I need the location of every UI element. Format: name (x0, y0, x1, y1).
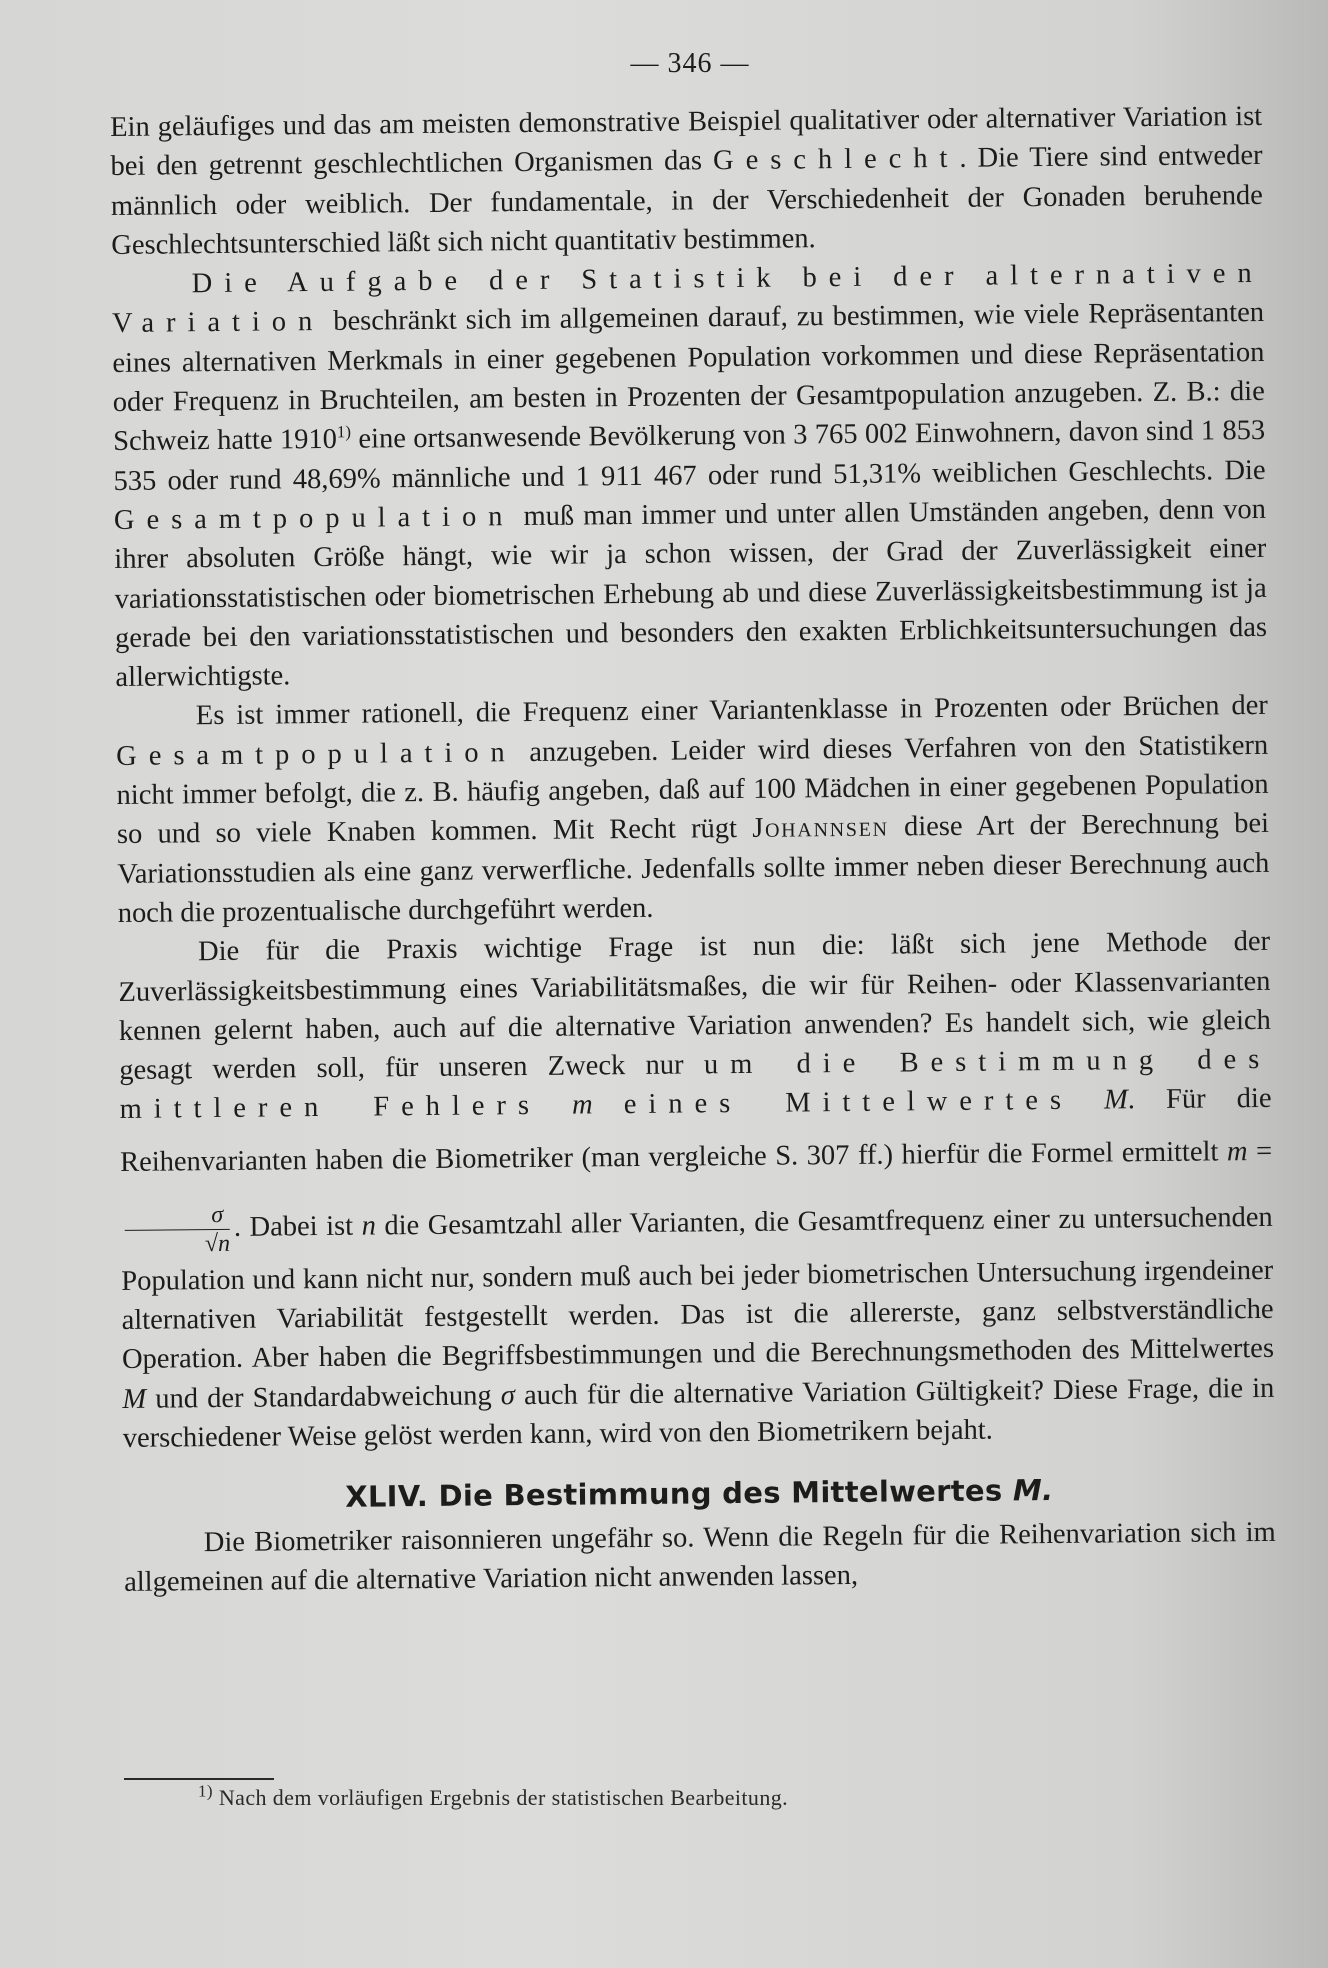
paragraph-4-text-c: . Dabei ist (233, 1210, 362, 1243)
formula-equals: = (1247, 1135, 1273, 1167)
paragraph-1-text-b: . Die Tiere sind entweder männlich oder weiblich. Der fundamentale, in der Verschiedenheit der Gonaden beruhende Geschlechtsunterschied läßt sich nicht quantitativ bestimmen. (110, 140, 1264, 261)
paragraph-1 (110, 97, 1263, 265)
paragraph-3-text-b: anzugeben. Leider wird dieses Verfahren von den Statistikern nicht immer befolgt, die z. B. häufig angeben, daß auf 100 Mädchen in einer gegebenen Population so und so viele Knaben kommen. Mit Recht rügt (116, 729, 1269, 851)
formula-fraction (125, 1203, 231, 1257)
paragraph-3-text-c: diese Art der Berechnung bei Variationsstudien als eine ganz verwerfliche. Jedenfalls sollte immer neben dieser Berechnung auch noch die prozentualische durchgeführt werden. (117, 808, 1270, 929)
variable-M: M (1103, 1084, 1128, 1116)
variable-m: m (571, 1089, 593, 1122)
formula-numerator-sigma: σ (125, 1203, 230, 1231)
footnote (198, 1781, 789, 1811)
emphasis-gesamtpopulation-2: Gesamtpopulation (116, 736, 517, 772)
footnote-text: Nach dem vorläufigen Ergebnis der statistischen Bearbeitung. (212, 1785, 789, 1810)
paragraph-2-text-a: beschränkt sich im allgemeinen darauf, zu bestimmen, wie viele Repräsentanten eines alternativen Merkmals in einer gegebenen Population vorkommen und diese Repräsentation oder Frequenz in Bruchteilen, am besten in Prozenten der Gesamtpopulation anzugeben. Z. B.: die Schweiz hatte 1910 (112, 297, 1265, 458)
paragraph-4-text-e: und der Standardabweichung (145, 1379, 501, 1415)
page-number: — 346 — (630, 48, 750, 79)
section-heading-variable: M. (1012, 1473, 1054, 1508)
variable-M-2: M (122, 1383, 147, 1415)
emphasis-geschlecht: Geschlecht (712, 143, 960, 177)
paragraph-4-text-b: . Für die Reihenvarianten haben die Biometriker (man vergleiche S. 307 ff.) hierfür die Formel ermittelt (119, 1083, 1272, 1178)
section-heading-text: XLIV. Die Bestimmung des Mittelwertes (345, 1473, 1014, 1515)
footnote-divider (124, 1778, 274, 1780)
emphasis-gesamtpopulation: Gesamtpopulation (113, 501, 515, 536)
paragraph-4-text-f: auch für die alternative Variation Gültigkeit? Diese Frage, die in verschiedener Weise gelöst werden kann, wird von den Biometrikern bejaht. (122, 1372, 1275, 1454)
paragraph-3-text-a: Es ist immer rationell, die Frequenz einer Variantenklasse in Prozenten oder Brüchen der (195, 690, 1268, 732)
paragraph-1-text-a: Ein geläufiges und das am meisten demonstrative Beispiel qualitativer oder alternativer Variation ist bei den getrennt geschlechtlichen Organismen das (110, 100, 1263, 183)
footnote-mark: 1) (198, 1781, 213, 1801)
footnote-reference: 1) (336, 422, 352, 442)
variable-n: n (361, 1210, 377, 1242)
paragraph-5: Die Biometriker raisonnieren ungefähr so. Wenn die Regeln für die Reihenvariation sich im allgemeinen auf die alternative Variation nicht anwenden lassen, (124, 1516, 1276, 1598)
variable-sigma: σ (500, 1379, 516, 1411)
paragraph-4 (118, 922, 1275, 1458)
paragraph-2 (112, 254, 1268, 697)
formula-m: m (1226, 1135, 1248, 1168)
paragraph-4-text-d: die Gesamtzahl aller Varianten, die Gesamtfrequenz einer zu untersuchenden Population und kann nicht nur, sondern muß auch bei jeder biometrischen Untersuchung irgendeiner alternativen Variabilität festgestellt werden. Das ist die allererste, ganz selbstverständliche Operation. Aber haben die Begriffsbestimmungen und die Berechnungsmethoden des Mittelwertes (121, 1201, 1275, 1376)
emphasis-bestimmung-fehler: um die Bestimmung des mittleren Fehlers (119, 1044, 1272, 1126)
paragraph-2-text-c: muß man immer und unter allen Umständen angeben, denn von ihrer absoluten Größe hängt, wie wir ja schon wissen, der Grad der Zuverlässigkeit einer variationsstatistischen oder biometrischen Erhebung ab und diese Zuverlässigkeitsbestimmung ist ja gerade bei den variationsstatistischen und besonders den exakten Erblichkeitsuntersuchungen das allerwichtigste. (114, 493, 1268, 694)
paragraph-2-text-b: eine ortsanwesende Bevölkerung von 3 765 002 Einwohnern, davon sind 1 853 535 oder rund 48,69% männliche und 1 911 467 oder rund 51,31% weiblichen Geschlechts. Die (113, 415, 1266, 497)
author-name-johannsen: Johannsen (752, 811, 889, 845)
paragraph-3 (116, 686, 1270, 933)
emphasis-mittelwertes: eines Mittelwertes (623, 1085, 1074, 1121)
body-text (110, 97, 1276, 1602)
emphasis-aufgabe-statistik: Die Aufgabe der Statistik bei der alternativen Variation (111, 258, 1264, 340)
paragraph-4-text-a: Die für die Praxis wichtige Frage ist nun die: läßt sich jene Methode der Zuverlässigkeitsbestimmung eines Variabilitätsmaßes, die wir für Reihen- oder Klassenvarianten kennen gelernt haben, auch auf die alternative Variation anwenden? Es handelt sich, wie gleich gesagt werden soll, für unseren Zweck nur (118, 926, 1271, 1087)
formula-denominator-sqrt-n: √n (204, 1230, 231, 1257)
section-heading (123, 1469, 1275, 1519)
